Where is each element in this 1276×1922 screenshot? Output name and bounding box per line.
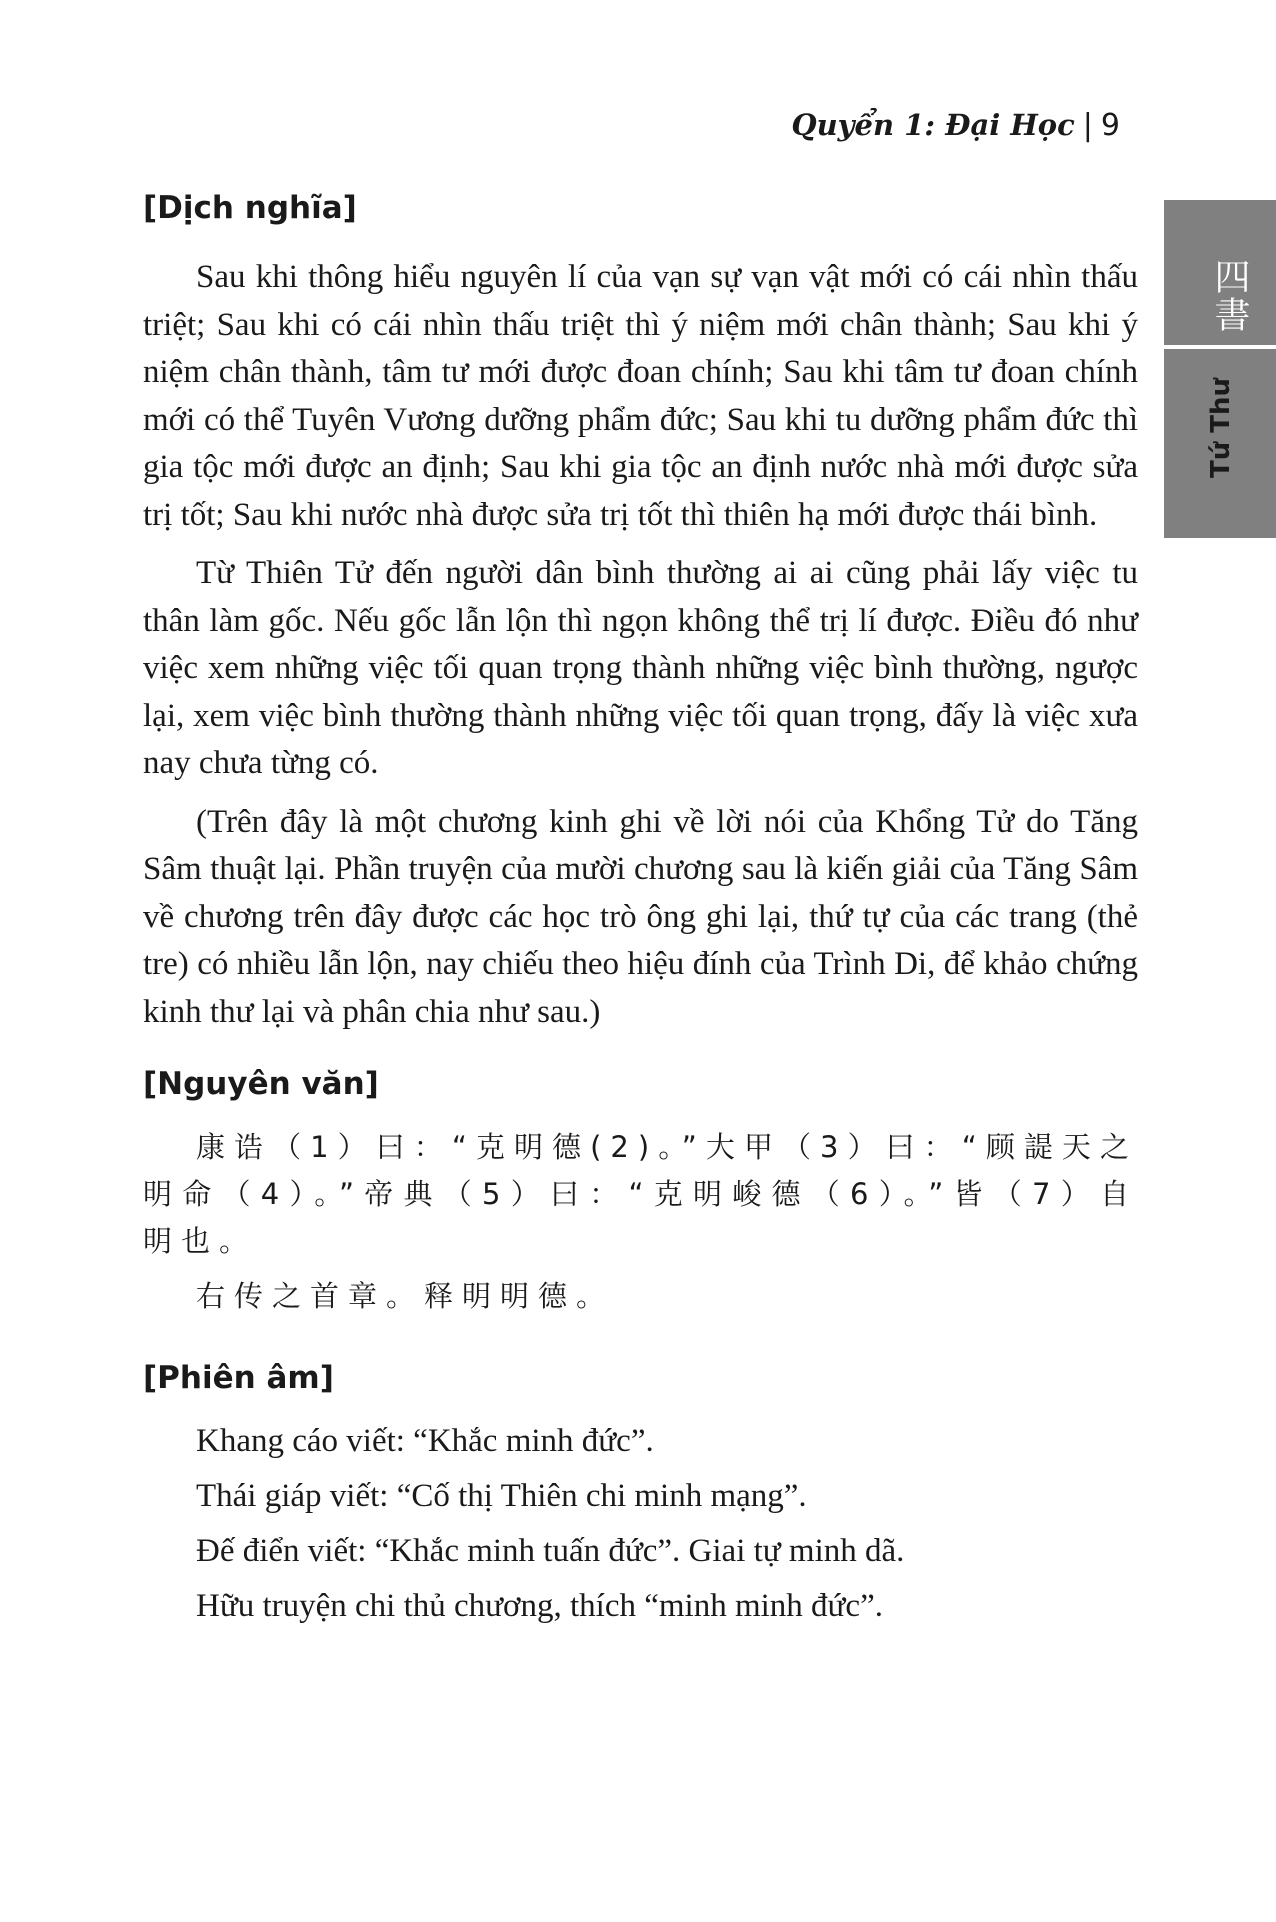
phien-am-line: Hữu truyện chi thủ chương, thích “minh minh đức”.	[196, 1588, 883, 1624]
chinese-text: 右传之首章。释明明德。	[196, 1279, 615, 1313]
paragraph: Từ Thiên Tử đến người dân bình thường ai ai cũng phải lấy việc tu thân làm gốc. Nếu gốc lẫn lộn thì ngọn không thể trị lí được. Điều đó như việc xem những việc tối quan trọng thành những việc bình thường, ngược lại, xem việc bình thường thành những việc tối quan trọng, đấy là việc xưa nay chưa từng có.	[143, 555, 1138, 781]
side-tab-vietnamese: Tứ Thư	[1206, 377, 1236, 478]
phien-am-line: Đế điển viết: “Khắc minh tuấn đức”. Giai tự minh dã.	[196, 1533, 905, 1569]
page-number: 9	[1100, 108, 1120, 143]
side-thumb-tab	[1164, 200, 1276, 538]
section-heading-nguyen-van: [Nguyên văn]	[143, 1066, 379, 1102]
paragraph: (Trên đây là một chương kinh ghi về lời nói của Khổng Tử do Tăng Sâm thuật lại. Phần truyện của mười chương sau là kiến giải của Tăng Sâm về chương trên đây được các học trò ông ghi lại, thứ tự của các trang (thẻ tre) có nhiều lẫn lộn, nay chiếu theo hiệu đính của Trình Di, để khảo chứng kinh thư lại và phân chia như sau.)	[143, 803, 1138, 1030]
chinese-text: 康诰（1）曰：“克明德(2)。”大甲（3）曰：“顾諟天之明命（4）。”帝典（5）曰：“克明峻德（6）。”皆（7）自明也。	[143, 1130, 1138, 1258]
book-title: Quyển 1: Đại Học	[791, 108, 1075, 142]
section-heading-phien-am: [Phiên âm]	[143, 1360, 334, 1396]
side-tab-chinese: 四書	[1209, 258, 1250, 334]
paragraph: Sau khi thông hiểu nguyên lí của vạn sự vạn vật mới có cái nhìn thấu triệt; Sau khi có cái nhìn thấu triệt thì ý niệm mới chân thành; Sau khi ý niệm chân thành, tâm tư mới được đoan chính; Sau khi tâm tư đoan chính mới có thể Tuyên Vương dưỡng phẩm đức; Sau khi tu dưỡng phẩm đức thì gia tộc mới được an định; Sau khi gia tộc an định nước nhà mới được sửa trị tốt; Sau khi nước nhà được sửa trị tốt thì thiên hạ mới được thái bình.	[143, 259, 1138, 533]
page-content	[143, 188, 1138, 1634]
phien-am-line: Thái giáp viết: “Cố thị Thiên chi minh mạng”.	[196, 1478, 807, 1514]
header-separator: |	[1082, 108, 1093, 143]
side-tab-top	[1164, 200, 1276, 349]
running-head	[791, 108, 1120, 143]
section-heading-dich-nghia: [Dịch nghĩa]	[143, 190, 357, 226]
phien-am-line: Khang cáo viết: “Khắc minh đức”.	[196, 1423, 654, 1459]
